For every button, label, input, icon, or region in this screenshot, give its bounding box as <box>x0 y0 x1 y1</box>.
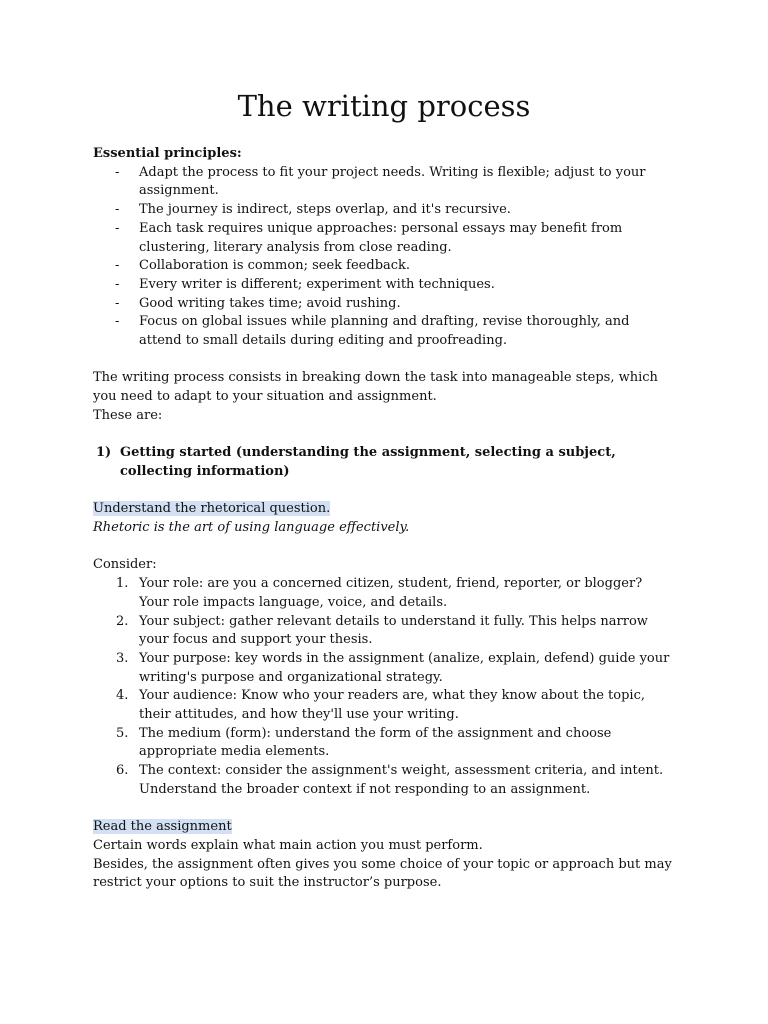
list-number: 3. <box>116 650 129 666</box>
read-assignment-line-1: Certain words explain what main action you must perform. <box>93 837 483 853</box>
list-number: 4. <box>116 688 129 704</box>
read-assignment-heading: Read the assignment <box>93 819 232 835</box>
list-text: The medium (form): understand the form of the assignment and choose appropriate media elements. <box>139 725 612 760</box>
list-item <box>116 575 673 612</box>
list-number: 5. <box>116 725 129 741</box>
spacer <box>93 538 673 557</box>
list-item: - Collaboration is common; seek feedback. <box>139 257 673 276</box>
spacer <box>93 351 673 370</box>
list-item <box>116 650 673 687</box>
list-text: Your purpose: key words in the assignment (analize, explain, defend) guide your writing's purpose and organizational strategy. <box>139 650 670 685</box>
step-heading <box>93 444 673 481</box>
principles-list <box>93 164 673 351</box>
page-title: The writing process <box>237 89 531 123</box>
rhetoric-definition: Rhetoric is the art of using language effectively. <box>93 520 410 536</box>
list-item: - Adapt the process to fit your project needs. Writing is flexible; adjust to your assignment. <box>139 164 673 201</box>
list-item <box>116 762 673 799</box>
list-item <box>116 687 673 724</box>
spacer <box>93 800 673 819</box>
list-item: - The journey is indirect, steps overlap, and it's recursive. <box>139 201 673 220</box>
step-label: Getting started (understanding the assignment, selecting a subject, collecting information) <box>120 445 616 479</box>
spacer <box>93 482 673 501</box>
list-text: Your subject: gather relevant details to understand it fully. This helps narrow your focus and support your thesis. <box>139 613 648 648</box>
principles-heading: Essential principles: <box>93 146 242 161</box>
these-are-text: These are: <box>93 407 163 423</box>
list-item: - Focus on global issues while planning and drafting, revise thoroughly, and attend to small details during editing and proofreading. <box>139 313 673 350</box>
list-number: 2. <box>116 613 129 629</box>
list-item: - Each task requires unique approaches: personal essays may benefit from clustering, literary analysis from close reading. <box>139 220 673 257</box>
step-number: 1) <box>96 445 112 461</box>
spacer <box>93 426 673 445</box>
list-text: Your audience: Know who your readers are, what they know about the topic, their attitudes, and how they'll use your writing. <box>139 688 645 723</box>
list-text: The context: consider the assignment's weight, assessment criteria, and intent. Understand the broader context if not responding to an assignment. <box>139 763 664 797</box>
list-text: Your role: are you a concerned citizen, student, friend, reporter, or blogger? Your role impacts language, voice, and details. <box>139 576 643 610</box>
list-number: 1. <box>116 576 129 592</box>
list-item <box>116 613 673 650</box>
document-body <box>93 145 673 893</box>
list-item <box>116 725 673 762</box>
rhetorical-heading: Understand the rhetorical question. <box>93 501 331 517</box>
list-item: - Every writer is different; experiment with techniques. <box>139 276 673 295</box>
intro-paragraph: The writing process consists in breaking down the task into manageable steps, which you need to adapt to your situation and assignment. <box>93 370 658 405</box>
consider-heading: Consider: <box>93 557 157 573</box>
consider-list <box>93 575 673 799</box>
read-assignment-line-2: Besides, the assignment often gives you some choice of your topic or approach but may restrict your options to suit the instructor’s purpose. <box>93 856 672 891</box>
list-number: 6. <box>116 763 129 779</box>
list-item: - Good writing takes time; avoid rushing. <box>139 295 673 314</box>
